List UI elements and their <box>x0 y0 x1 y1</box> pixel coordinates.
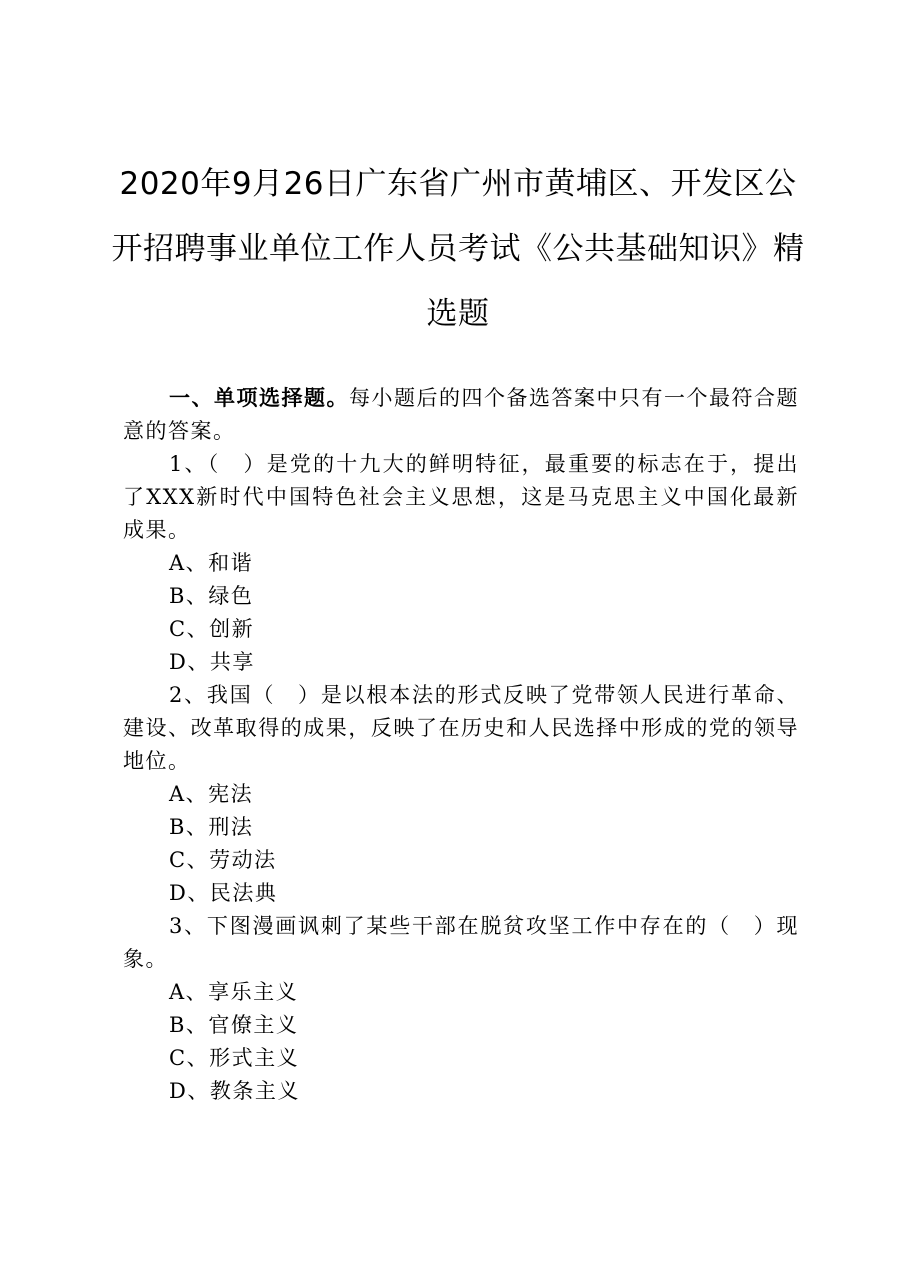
document-title: 2020年9月26日广东省广州市黄埔区、开发区公开招聘事业单位工作人员考试《公共基础知识》精选题 <box>111 166 805 332</box>
answer-option: D、教条主义 <box>169 1079 300 1103</box>
document-body <box>123 382 799 1108</box>
answer-option: B、官僚主义 <box>169 1013 299 1037</box>
section-instruction: 每小题后的四个备选答案中只有一个最符合题意的答案。 <box>123 386 799 443</box>
answer-option: A、和谐 <box>169 551 254 575</box>
question-stem: 3、下图漫画讽刺了某些干部在脱贫攻坚工作中存在的（ ）现象。 <box>123 914 799 971</box>
answer-option: D、共享 <box>169 650 255 674</box>
question-stem: 1、（ ）是党的十九大的鲜明特征，最重要的标志在于，提出了XXX新时代中国特色社会主义思想，这是马克思主义中国化最新成果。 <box>123 452 799 542</box>
answer-option: B、刑法 <box>169 815 254 839</box>
answer-option: C、劳动法 <box>169 848 277 872</box>
section-intro <box>123 382 799 448</box>
answer-option: C、形式主义 <box>169 1046 300 1070</box>
answer-option: B、绿色 <box>169 584 254 608</box>
section-heading: 一、单项选择题。 <box>169 386 349 410</box>
answer-option: D、民法典 <box>169 881 278 905</box>
answer-option: C、创新 <box>169 617 255 641</box>
answer-option: A、宪法 <box>169 782 254 806</box>
answer-option: A、享乐主义 <box>169 980 299 1004</box>
question-stem: 2、我国（ ）是以根本法的形式反映了党带领人民进行革命、建设、改革取得的成果，反映了在历史和人民选择中形成的党的领导地位。 <box>123 683 799 773</box>
